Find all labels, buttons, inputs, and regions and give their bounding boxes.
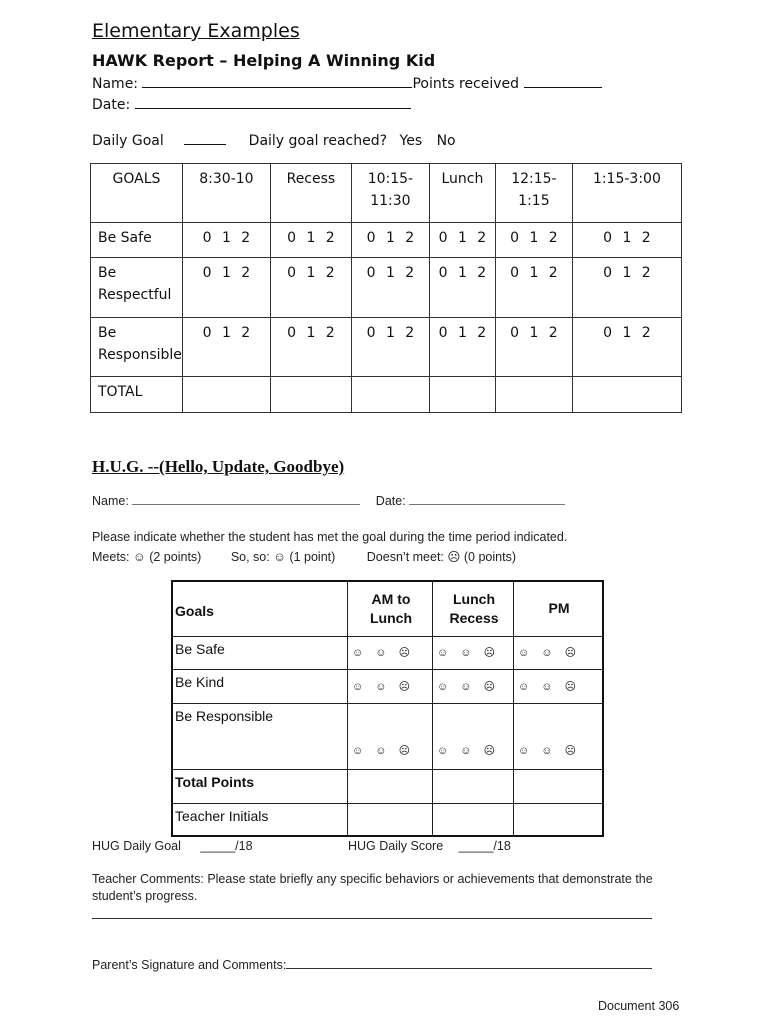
hug-header-goals: Goals bbox=[172, 581, 348, 636]
hug-header-lunch-recess: Lunch Recess bbox=[433, 581, 514, 636]
face-rating-cell[interactable]: ☺ ☺ ☹ bbox=[514, 636, 604, 669]
table-row bbox=[91, 377, 682, 413]
points-received-label: Points received bbox=[412, 76, 520, 92]
face-rating-cell[interactable]: ☺ ☺ ☹ bbox=[433, 669, 514, 703]
table-row bbox=[91, 258, 682, 318]
face-rating-cell[interactable]: ☺ ☺ ☹ bbox=[514, 669, 604, 703]
total-cell[interactable] bbox=[182, 377, 270, 413]
hug-header-am: AM to Lunch bbox=[348, 581, 433, 636]
hug-instructions: Please indicate whether the student has met the goal during the time period indicated. bbox=[92, 530, 568, 544]
hug-goal-be-safe: Be Safe bbox=[172, 636, 348, 669]
hug-teacher-initials-label: Teacher Initials bbox=[172, 803, 348, 836]
teacher-initials-cell[interactable] bbox=[514, 803, 604, 836]
score-cell[interactable]: 0 1 2 bbox=[270, 318, 351, 377]
daily-goal-row bbox=[92, 131, 456, 149]
legend-doesnt-meet: Doesn’t meet: ☹ (0 points) bbox=[366, 550, 516, 564]
total-cell[interactable] bbox=[351, 377, 429, 413]
score-cell[interactable]: 0 1 2 bbox=[270, 223, 351, 258]
header-recess: Recess bbox=[270, 164, 351, 223]
score-cell[interactable]: 0 1 2 bbox=[182, 258, 270, 318]
parent-signature-row bbox=[92, 957, 652, 972]
face-rating-cell[interactable]: ☺ ☺ ☹ bbox=[348, 636, 433, 669]
score-cell[interactable]: 0 1 2 bbox=[495, 258, 572, 318]
table-row bbox=[172, 803, 603, 836]
score-cell[interactable]: 0 1 2 bbox=[182, 223, 270, 258]
hug-name-field[interactable] bbox=[132, 493, 360, 505]
hug-title: H.U.G. --(Hello, Update, Goodbye) bbox=[92, 457, 345, 476]
hug-date-field[interactable] bbox=[409, 493, 565, 505]
total-points-cell[interactable] bbox=[514, 769, 604, 803]
hug-daily-goal bbox=[92, 839, 253, 853]
goal-yes-option[interactable]: Yes bbox=[399, 133, 423, 149]
hug-header-pm: PM bbox=[514, 581, 604, 636]
score-cell[interactable]: 0 1 2 bbox=[429, 258, 495, 318]
date-label: Date: bbox=[92, 97, 131, 113]
score-cell[interactable]: 0 1 2 bbox=[270, 258, 351, 318]
hug-goal-be-responsible: Be Responsible bbox=[172, 703, 348, 769]
total-cell[interactable] bbox=[572, 377, 681, 413]
score-cell[interactable]: 0 1 2 bbox=[495, 223, 572, 258]
page-title: Elementary Examples bbox=[92, 20, 300, 42]
hug-name-row bbox=[92, 493, 565, 508]
document-number: Document 306 bbox=[598, 999, 680, 1013]
daily-goal-label: Daily Goal bbox=[92, 133, 164, 149]
table-row bbox=[172, 703, 603, 769]
daily-goal-field[interactable] bbox=[184, 131, 226, 145]
table-row bbox=[172, 769, 603, 803]
goal-reached-label: Daily goal reached? bbox=[248, 133, 388, 149]
total-cell[interactable] bbox=[495, 377, 572, 413]
points-received-field[interactable] bbox=[524, 74, 602, 88]
total-points-cell[interactable] bbox=[433, 769, 514, 803]
hug-daily-score-label: HUG Daily Score bbox=[348, 839, 444, 853]
total-label: TOTAL bbox=[91, 377, 183, 413]
hug-daily-score bbox=[348, 839, 511, 853]
face-rating-cell[interactable]: ☺ ☺ ☹ bbox=[348, 669, 433, 703]
hug-name-label: Name: bbox=[92, 494, 129, 508]
hug-goals-table bbox=[171, 580, 604, 837]
table-row bbox=[91, 318, 682, 377]
teacher-initials-cell[interactable] bbox=[433, 803, 514, 836]
table-row bbox=[172, 581, 603, 636]
score-cell[interactable]: 0 1 2 bbox=[429, 223, 495, 258]
face-rating-cell[interactable]: ☺ ☺ ☹ bbox=[514, 703, 604, 769]
face-rating-cell[interactable]: ☺ ☺ ☹ bbox=[348, 703, 433, 769]
report-subtitle: HAWK Report – Helping A Winning Kid bbox=[92, 51, 436, 70]
header-time-6: 1:15-3:00 bbox=[572, 164, 681, 223]
total-cell[interactable] bbox=[270, 377, 351, 413]
hug-daily-goal-value[interactable]: _____/18 bbox=[200, 839, 253, 853]
hawk-goals-table bbox=[90, 163, 682, 413]
score-cell[interactable]: 0 1 2 bbox=[572, 258, 681, 318]
parent-signature-label: Parent’s Signature and Comments: bbox=[92, 958, 287, 972]
score-cell[interactable]: 0 1 2 bbox=[572, 318, 681, 377]
score-cell[interactable]: 0 1 2 bbox=[351, 318, 429, 377]
table-row bbox=[172, 636, 603, 669]
table-row bbox=[91, 223, 682, 258]
header-time-5: 12:15- 1:15 bbox=[495, 164, 572, 223]
face-rating-cell[interactable]: ☺ ☺ ☹ bbox=[433, 703, 514, 769]
parent-signature-field[interactable] bbox=[286, 957, 652, 969]
teacher-initials-cell[interactable] bbox=[348, 803, 433, 836]
score-cell[interactable]: 0 1 2 bbox=[572, 223, 681, 258]
date-row bbox=[92, 95, 411, 113]
teacher-comments-line[interactable] bbox=[92, 918, 652, 919]
goal-be-safe: Be Safe bbox=[91, 223, 183, 258]
hug-goal-be-kind: Be Kind bbox=[172, 669, 348, 703]
hug-total-points-label: Total Points bbox=[172, 769, 348, 803]
name-row bbox=[92, 74, 602, 92]
table-row bbox=[172, 669, 603, 703]
header-lunch: Lunch bbox=[429, 164, 495, 223]
total-cell[interactable] bbox=[429, 377, 495, 413]
goal-be-responsible: Be Responsible bbox=[91, 318, 183, 377]
teacher-comments-label: Teacher Comments: Please state briefly any specific behaviors or achievements that demonstrate the bbox=[92, 872, 653, 886]
legend-soso: So, so: ☺ (1 point) bbox=[230, 550, 336, 564]
goal-be-respectful: Be Respectful bbox=[91, 258, 183, 318]
hug-date-label: Date: bbox=[375, 494, 406, 508]
hug-legend bbox=[92, 549, 516, 564]
hug-daily-score-value[interactable]: _____/18 bbox=[458, 839, 511, 853]
score-cell[interactable]: 0 1 2 bbox=[429, 318, 495, 377]
table-row bbox=[91, 164, 682, 223]
score-cell[interactable]: 0 1 2 bbox=[495, 318, 572, 377]
date-field[interactable] bbox=[135, 95, 411, 109]
hug-daily-goal-label: HUG Daily Goal bbox=[92, 839, 181, 853]
legend-meets: Meets: ☺ (2 points) bbox=[92, 550, 202, 564]
name-field[interactable] bbox=[142, 74, 412, 88]
score-cell[interactable]: 0 1 2 bbox=[351, 223, 429, 258]
header-goals: GOALS bbox=[91, 164, 183, 223]
face-rating-cell[interactable]: ☺ ☺ ☹ bbox=[433, 636, 514, 669]
header-time-3: 10:15- 11:30 bbox=[351, 164, 429, 223]
teacher-comments-label-cont: student’s progress. bbox=[92, 889, 198, 903]
score-cell[interactable]: 0 1 2 bbox=[182, 318, 270, 377]
name-label: Name: bbox=[92, 76, 139, 92]
total-points-cell[interactable] bbox=[348, 769, 433, 803]
header-time-1: 8:30-10 bbox=[182, 164, 270, 223]
goal-no-option[interactable]: No bbox=[436, 133, 456, 149]
score-cell[interactable]: 0 1 2 bbox=[351, 258, 429, 318]
